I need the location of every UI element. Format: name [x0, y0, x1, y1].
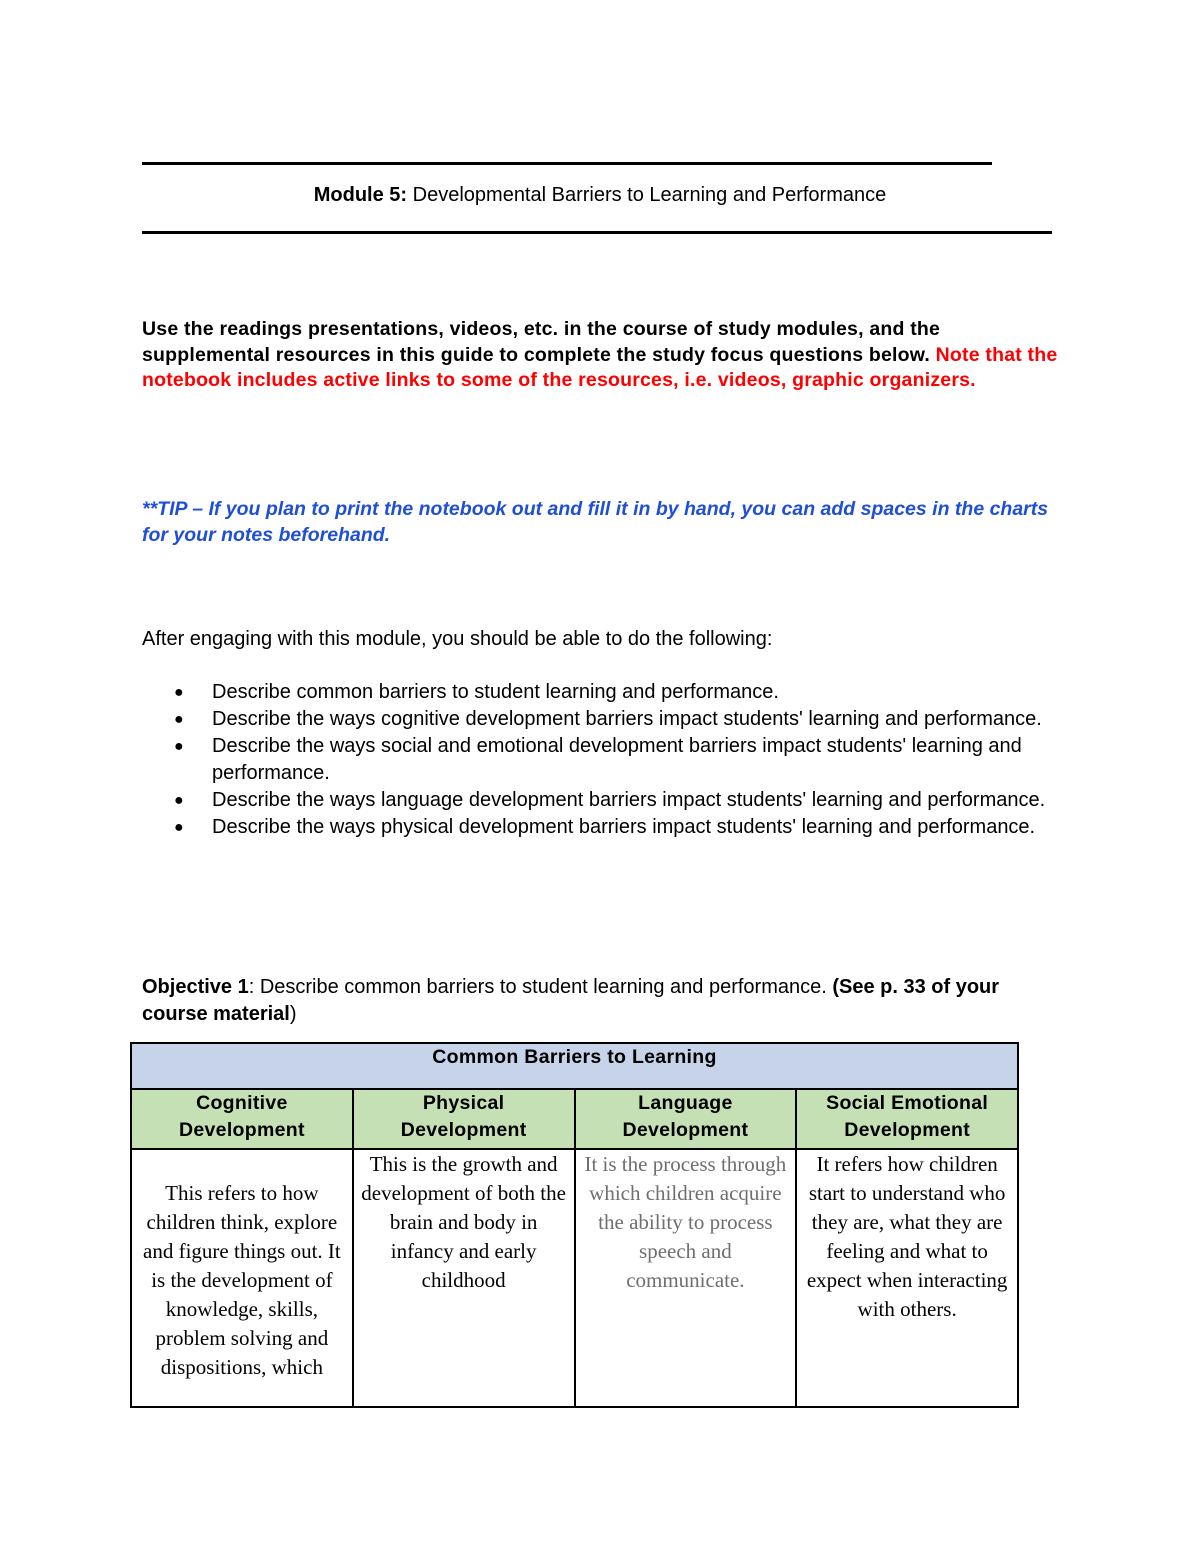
after-engaging-text: After engaging with this module, you should be able to do the following: [142, 628, 773, 650]
cell-text: This is the growth and development of both the brain and body in infancy and early childhood [361, 1152, 566, 1292]
objective-1-text: : Describe common barriers to student learning and performance. [248, 976, 833, 998]
column-header-line: Social Emotional [826, 1092, 989, 1114]
objective-1 [142, 974, 1042, 1028]
column-header-physical [353, 1089, 575, 1149]
bullet-icon: ● [174, 738, 184, 755]
objectives-list [142, 679, 1052, 841]
intro-bold-text: Use the readings presentations, videos, etc. in the course of study modules, and the supplemental resources in this guide to complete the study focus questions below. [142, 318, 941, 366]
cell-physical[interactable] [353, 1149, 575, 1407]
list-item [142, 814, 1052, 841]
objective-1-label: Objective 1 [142, 976, 249, 998]
objective-text: Describe the ways language development barriers impact students' learning and performance. [212, 789, 1046, 811]
intro-paragraph [142, 317, 1062, 394]
objective-text: Describe the ways physical development barriers impact students' learning and performance. [212, 816, 1036, 838]
cell-cognitive[interactable] [131, 1149, 353, 1407]
intro-note-text: Note that the notebook includes active links to some of the resources, i.e. videos, graphic organizers. [142, 343, 1058, 391]
cell-text: It refers how children start to understand who they are, what they are feeling and what to expect when interacting with others. [806, 1152, 1008, 1321]
barriers-table [130, 1042, 1019, 1408]
cell-social-emotional[interactable] [796, 1149, 1018, 1407]
column-header-line: Development [622, 1119, 749, 1141]
bullet-icon: ● [174, 819, 184, 836]
tip-text: **TIP – If you plan to print the notebook out and fill it in by hand, you can add spaces in the charts for your notes beforehand. [142, 498, 1049, 546]
column-header-line: Physical [422, 1092, 505, 1114]
top-rule [142, 162, 992, 165]
objective-text: Describe the ways social and emotional development barriers impact students' learning and performance. [212, 735, 1022, 784]
bullet-icon: ● [174, 792, 184, 809]
bullet-icon: ● [174, 711, 184, 728]
module-title [0, 184, 1200, 207]
cell-text: It is the process through which children acquire the ability to process speech and communicate. [584, 1152, 787, 1292]
objective-1-reference-end: ) [289, 1003, 297, 1025]
table-title-row [131, 1043, 1018, 1089]
objective-1-reference: (See p. 33 of your course material [142, 976, 1000, 1025]
objective-text: Describe common barriers to student learning and performance. [212, 681, 779, 703]
table-row [131, 1149, 1018, 1407]
column-header-language [575, 1089, 797, 1149]
list-item [142, 679, 1052, 706]
bottom-rule [142, 231, 1052, 234]
objective-text: Describe the ways cognitive development barriers impact students' learning and performance. [212, 708, 1042, 730]
column-header-cognitive [131, 1089, 353, 1149]
column-header-line: Development [844, 1119, 970, 1141]
table-title: Common Barriers to Learning [131, 1043, 1018, 1089]
list-item [142, 733, 1052, 787]
table-header-row [131, 1089, 1018, 1149]
column-header-line: Development [400, 1119, 527, 1141]
bullet-icon: ● [174, 684, 184, 701]
cell-language[interactable] [575, 1149, 797, 1407]
module-title-text: Developmental Barriers to Learning and Performance [407, 184, 887, 206]
column-header-line: Development [179, 1119, 305, 1141]
column-header-line: Cognitive [196, 1092, 288, 1114]
column-header-social-emotional [796, 1089, 1018, 1149]
cell-text: This refers to how children think, explore and figure things out. It is the development of knowledge, skills, problem solving and dispositions, which [143, 1181, 341, 1379]
module-label: Module 5: [313, 184, 408, 206]
column-header-line: Language [638, 1092, 733, 1114]
list-item [142, 787, 1052, 814]
list-item [142, 706, 1052, 733]
